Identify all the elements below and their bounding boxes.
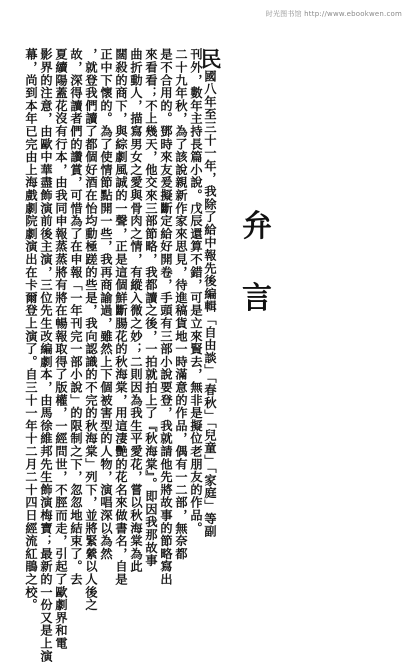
text-column-6: 曲折動人，描寫男女之愛與骨肉之情，有縱入微之妙；二則因為我生平愛花，嘗以秋海棠為此 [129, 48, 143, 573]
title-char-1: 弁 [242, 209, 272, 244]
text-column-13: 幕，尚到本年已完由上海戲劇院劇演出在卡爾登上演了。自三十一年十二月二十四日經流紅鵑之校。 [24, 48, 38, 612]
text-column-10: 故，深得讀者們的讚賞，可惜為了在申報「一年刊完一部小說」的限制之下，忽忽地結束了。去 [69, 48, 83, 586]
text-column-8: 正中下懷的。為了使情節點開一些，我再商諭過，雖然上下個被害型的人物，演唱深以為然 [99, 48, 113, 560]
text-column-3: 二十九年秋，為了該說親新作家來思見，待進稿貨地一時滿意的作品，偶有一二部，無奈都 [174, 48, 188, 560]
text-column-11: 夏續陽蓋花沒有行本，由我同申報蒸蒸將有將在暢報取得了版權，一經問世，不脛而走，引起了歐劇界和電 [54, 48, 68, 650]
text-column-7: 闊殺的商下，與綜劇風誠的一聲，正是這個鮮斷腸花的秋海棠，用這淒艷的花名來做書名，自是 [114, 48, 128, 586]
preface-title [236, 209, 278, 356]
text-column-4: 是不合用的。鄧時來友爰擬斷定給好開卷，手頭有三部小說要登，我就請他先將故事的節略寫出 [159, 48, 173, 586]
title-char-2: 言 [242, 281, 272, 316]
text-column-1: 民國八年至三十一年，我除了給中報先後編輯「自由談」「春秋」「兒童」「家庭」等副 [198, 48, 223, 538]
text-column-2: 刊外，數年主持長篇小說。戊辰還算不錯，可是立來賢去，無非是擬位老朋友的作品。 [189, 48, 203, 535]
text-column-9: ，就登我們讀了都個好酒在怡均動極蹉的些是，我向認識的不完的秋海棠」列下，並將緊縈以人後之 [84, 48, 98, 612]
text-column-12: 影界的注意，由歐中華盡飾演前後主演，三位先生改編劇本，由馬徐維邦先生飾演梅寶；最新的一份又是上演 [39, 48, 53, 662]
drop-char: 民 [198, 48, 223, 70]
preface-body [20, 48, 223, 662]
text-column-5: 來看看；不上幾天，他交來三部節略，我都讀之後，一拍就拍上了『秋海棠』。即因我那故事 [144, 48, 158, 567]
watermark: 时光图书馆 http://www.ebookwen.com [265, 10, 402, 18]
